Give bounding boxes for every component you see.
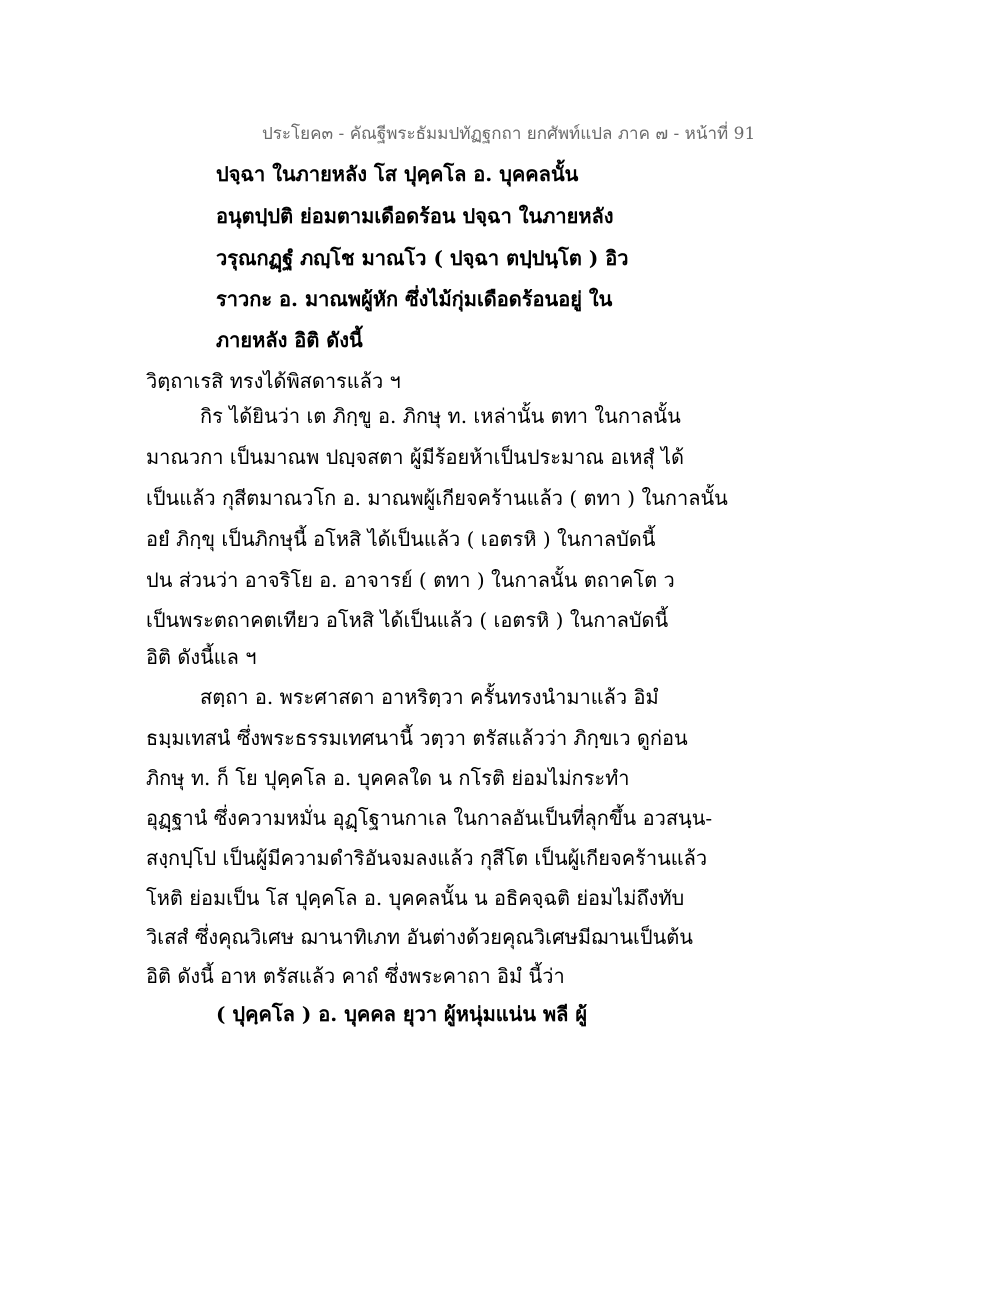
text-line: เป็นพระตถาคตเทียว อโหสิ ได้เป็นแล้ว ( เอตรหิ ) ในกาลบัดนี้ [146,608,669,632]
text-line: โหติ ย่อมเป็น โส ปุคฺคโล อ. บุคคลนั้น น อธิคจฺฉติ ย่อมไม่ถึงทับ [146,886,685,910]
text-line: ธมฺมเทสนํ ซึ่งพระธรรมเทศนานี้ วตฺวา ตรัสแล้วว่า ภิกฺขเว ดูก่อน [146,726,688,750]
text-line: วิตฺถาเรสิ ทรงได้พิสดารแล้ว ฯ [146,369,401,393]
text-line: ภิกษุ ท. ก็ โย ปุคฺคโล อ. บุคคลใด น กโรติ ย่อมไม่กระทำ [146,766,630,790]
page-header: ประโยค๓ - คัณฐีพระธัมมปทัฏฐกถา ยกศัพท์แปล ภาค ๗ - หน้าที่ 91 [262,124,756,144]
text-line: กิร ได้ยินว่า เต ภิกฺขู อ. ภิกษุ ท. เหล่านั้น ตทา ในกาลนั้น [200,404,681,428]
text-line: อยํ ภิกฺขุ เป็นภิกษุนี้ อโหสิ ได้เป็นแล้ว ( เอตรหิ ) ในกาลบัดนี้ [146,527,656,551]
text-line: มาณวกา เป็นมาณพ ปญฺจสตา ผู้มีร้อยห้าเป็นประมาณ อเหสุํ ได้ [146,445,684,469]
text-line: อนุตปฺปติ ย่อมตามเดือดร้อน ปจฺฉา ในภายหลัง [216,204,614,228]
text-line: เป็นแล้ว กุสีตมาณวโก อ. มาณพผู้เกียจคร้านแล้ว ( ตทา ) ในกาลนั้น [146,486,728,510]
text-line: วรุณกฏฺฐํ ภญฺโช มาณโว ( ปจฺฉา ตปฺปนฺโต ) อิว [216,246,629,270]
text-line: ปจฺฉา ในภายหลัง โส ปุคฺคโล อ. บุคคลนั้น [216,162,579,186]
text-line: อิติ ดังนี้แล ฯ [146,645,257,669]
text-line: อิติ ดังนี้ อาห ตรัสแล้ว คาถํ ซึ่งพระคาถา อิมํ นี้ว่า [146,964,565,988]
text-line: อุฏฺฐานํ ซึ่งความหมั่น อุฏฺโฐานกาเล ในกาลอันเป็นที่ลุกขึ้น อวสนฺน- [146,806,713,830]
text-line: วิเสสํ ซึ่งคุณวิเศษ ฌานาทิเภท อันต่างด้วยคุณวิเศษมีฌานเป็นต้น [146,925,693,949]
text-line: ราวกะ อ. มาณพผู้หัก ซึ่งไม้กุ่มเดือดร้อนอยู่ ใน [216,287,613,311]
text-line: ปน ส่วนว่า อาจริโย อ. อาจารย์ ( ตทา ) ในกาลนั้น ตถาคโต ว [146,568,675,592]
text-line: สตฺถา อ. พระศาสดา อาหริตฺวา ครั้นทรงนำมาแล้ว อิมํ [200,685,659,709]
text-line: ( ปุคฺคโล ) อ. บุคคล ยุวา ผู้หนุ่มแน่น พลี ผู้ [216,1002,588,1026]
text-line: สงฺกปฺโป เป็นผู้มีความดำริอันจมลงแล้ว กุสีโต เป็นผู้เกียจคร้านแล้ว [146,846,708,870]
text-line: ภายหลัง อิติ ดังนี้ [216,328,363,352]
